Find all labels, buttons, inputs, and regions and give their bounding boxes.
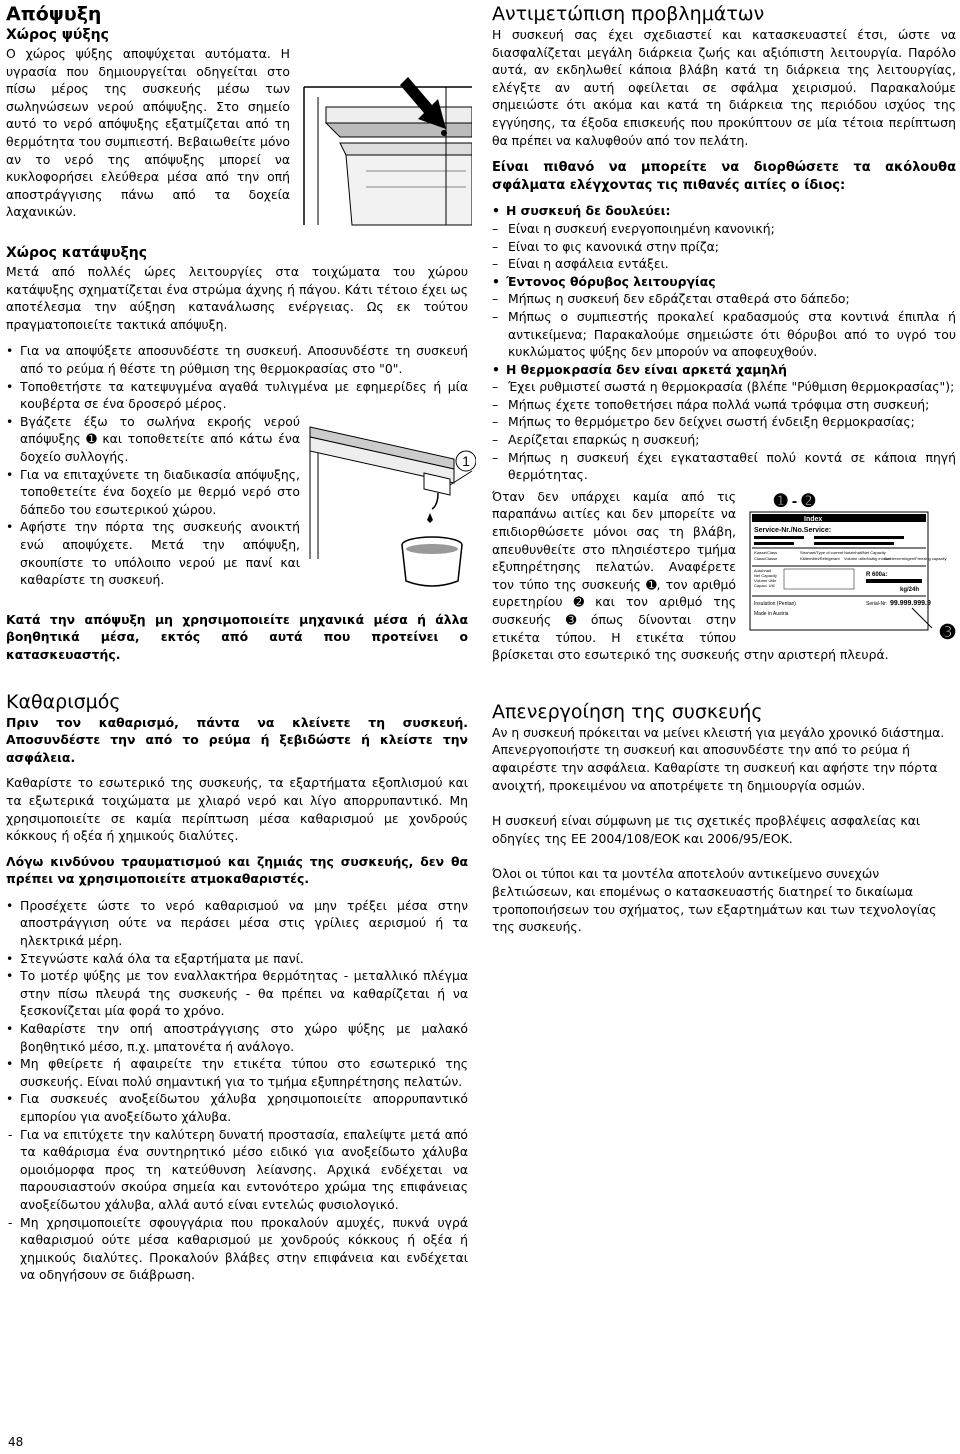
- label-freezing-capacity: Gefriervermögen/Freezing capacity: [884, 555, 947, 561]
- cleaning-title: Καθαρισμός: [6, 690, 121, 713]
- left-column: [6, 0, 468, 1284]
- cleaning-warning-steam: Λόγω κινδύνου τραυματισμού και ζημιάς της συσκευής, δεν θα πρέπει να χρησιμοποιείτε ατμοκαθαριστές.: [6, 853, 468, 887]
- label-row: Capaci. Util: [754, 582, 775, 588]
- label-class-a: Klasse/Class: [754, 549, 778, 555]
- deactivation-text: Αν η συσκευή πρόκειται να μείνει κλειστή για μεγάλο χρονικό διάστημα. Απενεργοποιήστε τη συσκευή και αποσυνδέστε την από το ρεύμα ή αφαιρέστε την ασφάλεια. Καθαρίστε τη συσκευή και αφήστε την πόρτα ανοιχτή, προκειμένου να αποτρέψετε τη δημιουργία οσμών.: [492, 724, 945, 793]
- list-item: • Προσέχετε ώστε το νερό καθαρισμού να μην τρέξει μέσα στην αποστράγγιση ούτε να περάσει μέσα στις γρίλιες αερισμού ή τα ηλεκτρικά μέρη.: [6, 897, 468, 950]
- label-callouts: ➊ - ➋: [774, 492, 816, 510]
- label-insulation: Insulation (Pentan): [754, 600, 796, 607]
- list-item: • Αφήστε την πόρτα της συσκευής ανοικτή ενώ αποψύχετε. Μετά την απόψυξη, σκουπίστε το υπόλοιπο νερού με πανί και καθαρίστε τη συσκευή.: [6, 518, 468, 588]
- list-item: • Καθαρίστε την οπή αποστράγγισης στο χώρο ψύξης με μαλακό βοηθητικό μέσο, π.χ. μπατονέτα ή ανάλογο.: [6, 1020, 468, 1055]
- deactivation-title: Απενεργοίηση της συσκευής: [492, 700, 763, 723]
- list-item: – Μήπως το θερμόμετρο δεν δείχνει σωστή ένδειξη θερμοκρασίας;: [492, 413, 956, 431]
- fridge-title: Χώρος ψύξης: [6, 27, 109, 43]
- label-serial: 99.999.999.9: [890, 599, 931, 607]
- page-number: 48: [8, 1435, 24, 1449]
- label-service: Service-Nr./No.Service:: [754, 526, 832, 534]
- cleaning-warning-power: Πριν τον καθαρισμό, πάντα να κλείνετε τη συσκευή. Αποσυνδέστε την από το ρεύμα ή ξεβιδώστε ή κλείστε την ασφάλεια.: [6, 714, 468, 765]
- fridge-text: Ο χώρος ψύξης αποψύχεται αυτόματα. Η υγρασία που δημιουργείται οδηγείται στο πίσω μέρος της συσκευής μέσω των σωληνώσεων νερού απόψυξης. Στο σημείο αυτό το νερό απόψυξης εξατμίζεται από τη θερμότητα του συμπιεστή. Βεβαιωθείτε μόνο αν το νερό της απόψυξης μπορεί να κυκλοφορήσει ελεύθερα μέσα από την οπή αποστράγγισης πάνω από τα δοχεία λαχανικών.: [6, 46, 290, 220]
- label-row: Volume Utile: [754, 577, 777, 583]
- list-item: • Στεγνώστε καλά όλα τα εξαρτήματα με πανί.: [6, 950, 468, 968]
- list-item: – Είναι η ασφάλεια εντάξει.: [492, 255, 956, 273]
- troubleshooting-intro: Η συσκευή σας έχει σχεδιαστεί και κατασκευαστεί έτσι, ώστε να διασφαλίζεται μεγάλη διάρκεια ζωής και αξιόπιστη λειτουργία. Παρόλο αυτά, αν εκδηλωθεί κάποια βλάβη κατά τη διάρκεια της λειτουργίας, ελέγξτε αν αυτή οφείλεται σε σφάλμα χειρισμού. Παρακαλούμε σημειώστε ότι ακόμα και κατά τη διάρκεια της περιόδου ισχύος της εγγύησης, τα έξοδα επισκευής που προκύπτουν σε μία τέτοια περίπτωση θα πρέπει να καλυφθούν από τον πελάτη.: [492, 27, 956, 148]
- label-net-capacity: Nutzinhalt/Net Capacity: [844, 549, 886, 555]
- problem-title: • Η θερμοκρασία δεν είναι αρκετά χαμηλή: [492, 361, 956, 379]
- list-item: – Μήπως η συσκευή δεν εδράζεται σταθερά στο δάπεδο;: [492, 290, 956, 308]
- label-row: Autohnalt: [754, 567, 771, 573]
- steel-care-list: [6, 1126, 468, 1284]
- problem-list: [492, 361, 956, 379]
- label-index: Index: [804, 515, 823, 523]
- list-item: - Μη χρησιμοποιείτε σφουγγάρια που προκαλούν αμυχές, πυκνά υγρά καθαρισμού ούτε μέσα καθαρισμού με χονδρούς κόκκους ή οξέα ή χημικούς διαλύτες. Προκαλούν βλάβες στην επιφάνεια και ενδέχεται να οδηγήσουν σε διάβρωση.: [6, 1214, 468, 1284]
- right-column: [492, 0, 956, 936]
- problem-list: [492, 273, 956, 291]
- list-item: • Για συσκευές ανοξείδωτου χάλυβα χρησιμοποιείτε απορρυπαντικό εμπορίου για ανοξείδωτο χάλυβα.: [6, 1090, 468, 1125]
- list-item: • Για να αποψύξετε αποσυνδέστε τη συσκευή. Αποσυνδέστε τη συσκευή από το ρεύμα ή θέστε τη ρύθμιση της θερμοκρασίας στο "0".: [6, 342, 468, 377]
- list-item: – Μήπως η συσκευή έχει εγκατασταθεί πολύ κοντά σε κάποια πηγή θερμότητας.: [492, 449, 956, 484]
- label-made-in: Made in Austria: [754, 610, 789, 617]
- problem-list: [492, 202, 956, 220]
- troubleshooting-title: Αντιμετώπιση προβλημάτων: [492, 3, 765, 25]
- label-serial-caption: Serial-Nr:: [866, 600, 888, 607]
- label-kg24h: kg/24h: [900, 586, 920, 593]
- rating-label-figure: [744, 488, 960, 644]
- problem-title: • Η συσκευή δε δουλεύει:: [492, 202, 956, 220]
- cause-list: [492, 220, 956, 273]
- list-item: – Έχει ρυθμιστεί σωστά η θερμοκρασία (βλέπε "Ρύθμιση θερμοκρασίας");: [492, 378, 956, 396]
- list-item: – Μήπως έχετε τοποθετήσει πάρα πολλά νωπά τρόφιμα στη συσκευή;: [492, 396, 956, 414]
- list-item: • Μη φθείρετε ή αφαιρείτε την ετικέτα τύπου στο εσωτερικό της συσκευής. Είναι πολύ σημαντική για το τμήμα εξυπηρέτησης πελατών.: [6, 1055, 468, 1090]
- label-r600a: R 600a:: [866, 571, 888, 578]
- troubleshooting-lead: Είναι πιθανό να μπορείτε να διορθώσετε τα ακόλουθα σφάλματα ελέγχοντας τις πιθανές αιτίες ο ίδιος:: [492, 160, 956, 193]
- cleaning-text: Καθαρίστε το εσωτερικό της συσκευής, τα εξαρτήματα εξοπλισμού και τα εξωτερικά τοιχώματα με χλιαρό νερό και λίγο απορρυπαντικό. Μη χρησιμοποιείτε σε καμία περίπτωση μέσα καθαρισμού με χονδρούς κόκκους ή οξέα ή χημικούς διαλύτες.: [6, 775, 468, 844]
- label-callout-3: ➌: [940, 621, 956, 642]
- label-current: Stromart/Type of current: [800, 549, 844, 555]
- list-item: - Για να επιτύχετε την καλύτερη δυνατή προστασία, επαλείψτε μετά από τα καθάρισμα ένα συντηρητικό μέσο ειδικό για ανοξείδωτο χάλυβα ομοιόμορφα προς τη κατεύθυνση λείανσης. Αρχικά ενδέχεται να παρουσιαστούν σκούρα σημεία και εντονότερο χρώμα της επιφάνειας ανοξείδωτου χάλυβα, αλλά αυτό είναι εντελώς φυσιολογικό.: [6, 1126, 468, 1214]
- list-item: • Το μοτέρ ψύξης με τον εναλλακτήρα θερμότητας - μεταλλικό πλέγμα στην πίσω πλευρά της συσκευής - θα πρέπει να καθαρίζεται ή να ξεσκονίζεται μία φορά το χρόνο.: [6, 967, 468, 1020]
- fridge-drain-figure: [296, 47, 472, 227]
- freezer-figure-wrap: [6, 413, 470, 469]
- freezer-warning: Κατά την απόψυξη μη χρησιμοποιείτε μηχανικά μέσα ή άλλα βοηθητικά μέσα, εκτός από αυτά που προτείνει ο κατασκευαστής.: [6, 611, 468, 662]
- list-item: • Τοποθετήστε τα κατεψυγμένα αγαθά τυλιγμένα με εφημερίδες ή μία κουβέρτα σε ένα δροσερό μέρος.: [6, 378, 468, 413]
- changes-text: Όλοι οι τύποι και τα μοντέλα αποτελούν αντικείμενο συνεχών βελτιώσεων, και επομένως ο κατασκευαστής διατηρεί το δικαίωμα τροποποιήσεων του σχήματος, των εξαρτημάτων και των τεχνολογίας της συσκευής.: [492, 866, 937, 935]
- freezer-text: Μετά από πολλές ώρες λειτουργίες στα τοιχώματα του χώρου κατάψυξης σχηματίζεται ένα στρώμα άχνης ή πάγου. Κάτι τέτοιο έχει ως αποτέλεσμα την αύξηση κατανάλωσης ενέργειας. Ως εκ τούτου πραγματοποιείτε τακτικά απόψυξη.: [6, 264, 468, 332]
- cleaning-bullets: [6, 897, 468, 1126]
- freezer-bullets: [6, 342, 468, 588]
- list-item: – Είναι το φις κανονικά στην πρίζα;: [492, 238, 956, 256]
- label-volume: Volume utile/Nuttig inhoud: [844, 555, 891, 561]
- defrost-title: Απόψυξη: [6, 3, 102, 25]
- list-item: • Για να επιταχύνετε τη διαδικασία απόψυξης, τοποθετείτε ένα δοχείο με θερμό νερό στο δάπεδο του εσωτερικού χώρου.: [6, 466, 468, 519]
- conformity-text: Η συσκευή είναι σύμφωνη με τις σχετικές προβλέψεις ασφαλείας και οδηγίες της ΕΕ 2004/108/ΕΟΚ και 2006/95/ΕΟΚ.: [492, 813, 921, 846]
- label-class-b: Class/Classe: [754, 555, 778, 561]
- freezer-title: Χώρος κατάψυξης: [6, 245, 147, 261]
- cause-list: [492, 290, 956, 360]
- callout-1: • 1: [462, 452, 470, 469]
- label-row: Net Capacity: [754, 572, 777, 578]
- list-item: – Αερίζεται επαρκώς η συσκευή;: [492, 431, 956, 449]
- list-item: – Μήπως ο συμπιεστής προκαλεί κραδασμούς στα κοντινά έπιπλα ή αντικείμενα; Παρακαλούμε σημειώστε ότι θόρυβοι από το υγρό του κυκλώματος ψύξης δεν μπορούν να αποφευχθούν.: [492, 308, 956, 361]
- list-item: Βγάζετε έξω το σωλήνα εκροής νερού απόψυξης ➊ και τοποθετείτε από κάτω ένα δοχείο συλλογής.: [20, 413, 300, 464]
- problem-title: • Έντονος θόρυβος λειτουργίας: [492, 273, 956, 291]
- cause-list: [492, 378, 956, 484]
- list-item: – Είναι η συσκευή ενεργοποιημένη κανονική;: [492, 220, 956, 238]
- service-text: Όταν δεν υπάρχει καμία από τις παραπάνω αιτίες και δεν μπορείτε να επιδιορθώσετε μόνοι σας τη βλάβη, απευθυνθείτε στο πλησιέστερο τμήμα εξυπηρέτησης πελατών. Αναφέρετε τον τύπο της συσκευής ➊, τον αριθμό ευρετηρίου ➋ και τον αριθμό της συσκευής ➌ όπως δίνονται στην ετικέτα τύπου. Η ετικέτα τύπου βρίσκεται στο εσωτερικό της συσκευής στην αριστερή πλευρά.: [492, 488, 889, 663]
- label-refrigerant: Kältemittel/Refrigerant: [800, 555, 840, 561]
